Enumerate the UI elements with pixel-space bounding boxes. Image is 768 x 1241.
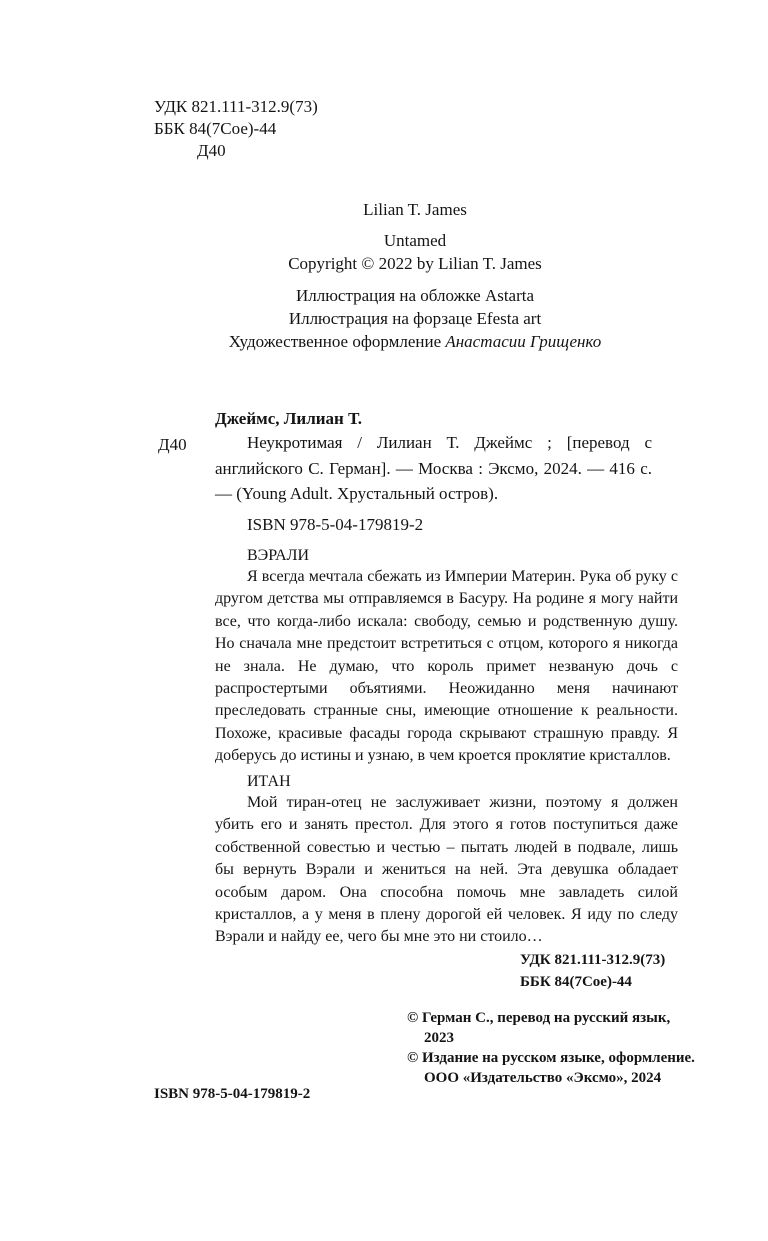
annotation-text-verali: Я всегда мечтала сбежать из Империи Материн. Рука об руку с другом детства мы отправляемся в Басуру. На родине я могу найти все, что когда-либо искала: свободу, семью и родственную душу. Но сначала мне предстоит встретиться с отцом, которого я никогда не знала. Не думаю, что король примет незваную дочь с распростертыми объятиями. Неожиданно меня начинают преследовать странные сны, имеющие отношение к реальности. Похоже, красивые фасады города скрывают страшную правду. Я доберусь до истины и узнаю, в чем кроется проклятие кристаллов. xyxy=(215,568,678,765)
design-credit xyxy=(0,331,768,353)
design-name: Анастасии Грищенко xyxy=(445,332,602,351)
annotation-text-itan: Мой тиран-отец не заслуживает жизни, поэтому я должен убить его и занять престол. Для этого я готов поступиться даже собственной совестью и честью – пытать людей в подвале, лишь бы вернуть Вэрали и жениться на ней. Эта девушка обладает особым даром. Она способна помочь мне завладеть силой кристаллов, а у меня в плену дорогой ей человек. Я иду по следу Вэрали и найду ее, чего бы мне это ни стоило… xyxy=(215,794,678,946)
translation-copyright: © Герман С., перевод на русский язык, 2023 xyxy=(407,1010,671,1046)
annotation-heading-verali: ВЭРАЛИ xyxy=(247,547,310,564)
isbn-bottom: ISBN 978-5-04-179819-2 xyxy=(154,1086,311,1102)
original-author: Lilian T. James xyxy=(363,200,467,219)
isbn-main: ISBN 978-5-04-179819-2 xyxy=(247,515,424,534)
annotation-heading-itan: ИТАН xyxy=(247,773,291,790)
udk-bottom: УДК 821.111-312.9(73) xyxy=(520,952,666,968)
edition-copyright: © Издание на русском языке, оформление. ООО «Издательство «Эксмо», 2024 xyxy=(407,1050,695,1086)
bbk-bottom: ББК 84(7Сое)-44 xyxy=(520,974,632,990)
cover-illustration-credit: Иллюстрация на обложке Astarta xyxy=(295,286,535,305)
original-title: Untamed xyxy=(383,231,447,250)
author-heading: Джеймс, Лилиан Т. xyxy=(215,409,362,428)
endpaper-illustration-credit: Иллюстрация на форзаце Efesta art xyxy=(288,309,542,328)
author-code: Д40 xyxy=(158,435,187,454)
author-code-top: Д40 xyxy=(197,141,226,160)
bibliographic-description: Неукротимая / Лилиан Т. Джеймс ; [перевод с английского С. Герман]. — Москва : Эксмо, 2024. — 416 с. — (Young Adult. Хрустальный остров). xyxy=(215,433,652,503)
copyright-line: Copyright © 2022 by Lilian T. James xyxy=(288,254,542,273)
design-label: Художественное оформление xyxy=(228,332,442,351)
bbk-top: ББК 84(7Сое)-44 xyxy=(154,119,277,138)
udk-top: УДК 821.111-312.9(73) xyxy=(154,97,318,116)
